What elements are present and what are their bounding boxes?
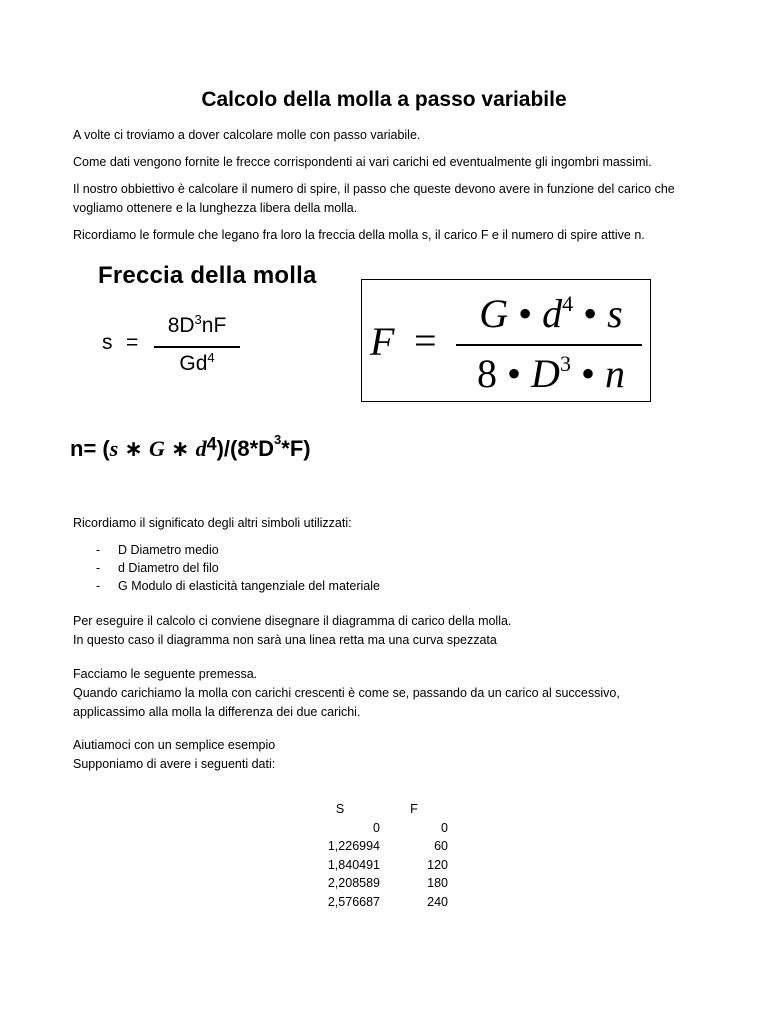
list-item: - d Diametro del filo — [96, 561, 219, 575]
force-lhs: F — [370, 319, 395, 364]
list-item: - D Diametro medio — [96, 543, 219, 557]
table-row: 1,840491 120 — [327, 857, 448, 872]
force-denominator: 8 • $D^3$ • n — [477, 351, 625, 396]
formula-numerator: $8D^3nF$ — [167, 312, 227, 337]
formula-denominator: Gd$^4$ — [179, 350, 215, 375]
table-row: 2,576687 240 — [327, 894, 448, 909]
table-row: 0 0 — [373, 820, 448, 835]
formula-equals: = — [126, 331, 139, 354]
table-header-s: S — [335, 802, 345, 817]
force-numerator: G • $d^4$ • s — [479, 291, 623, 336]
intro-paragraph-1: A volte ci troviamo a dover calcolare molle con passo variabile. — [73, 128, 421, 142]
intro-paragraph-2: Come dati vengono fornite le frecce corrispondenti ai vari carichi ed eventualmente gli ingombri massimi. — [73, 155, 652, 169]
table-header-f: F — [410, 802, 418, 817]
force-fraction-bar — [456, 344, 642, 346]
fraction-bar — [154, 346, 240, 348]
symbols-list — [96, 541, 380, 595]
intro-paragraph-4: Ricordiamo le formule che legano fra loro la freccia della molla s, il carico F e il numero di spire attive n. — [73, 228, 645, 242]
diagram-paragraph: Per eseguire il calcolo ci conviene disegnare il diagramma di carico della molla. In questo caso il diagramma non sarà una linea retta ma una curva spezzata — [73, 614, 512, 647]
list-item: - G Modulo di elasticità tangenziale del materiale — [96, 579, 380, 593]
force-equals: = — [414, 318, 437, 363]
premessa-paragraph: Facciamo le seguente premessa. Quando carichiamo la molla con carichi crescenti è come se, passando da un carico al successivo, applicassimo alla molla la differenza dei due carichi. — [73, 667, 620, 719]
formula-lhs: s — [102, 331, 113, 354]
spire-count-formula: n= (s ∗ G ∗ $d^4)/(8*D^3*F)$ — [70, 432, 311, 461]
table-row: 1,226994 60 — [327, 839, 448, 854]
page-title: Calcolo della molla a passo variabile — [201, 88, 567, 111]
table-row: 2,208589 180 — [327, 876, 448, 891]
figure-freccia-formula — [102, 312, 272, 382]
table-header-row — [300, 800, 448, 819]
esempio-paragraph: Aiutiamoci con un semplice esempio Supponiamo di avere i seguenti dati: — [73, 738, 276, 771]
intro-paragraph-3: Il nostro obbiettivo è calcolare il numero di spire, il passo che queste devono avere in funzione del carico che vogliamo ottenere e la lunghezza libera della molla. — [73, 182, 675, 215]
symbols-intro: Ricordiamo il significato degli altri simboli utilizzati: — [73, 516, 352, 530]
figure-freccia-heading: Freccia della molla — [98, 262, 317, 289]
boxed-force-formula — [361, 279, 651, 402]
data-table — [300, 800, 448, 911]
